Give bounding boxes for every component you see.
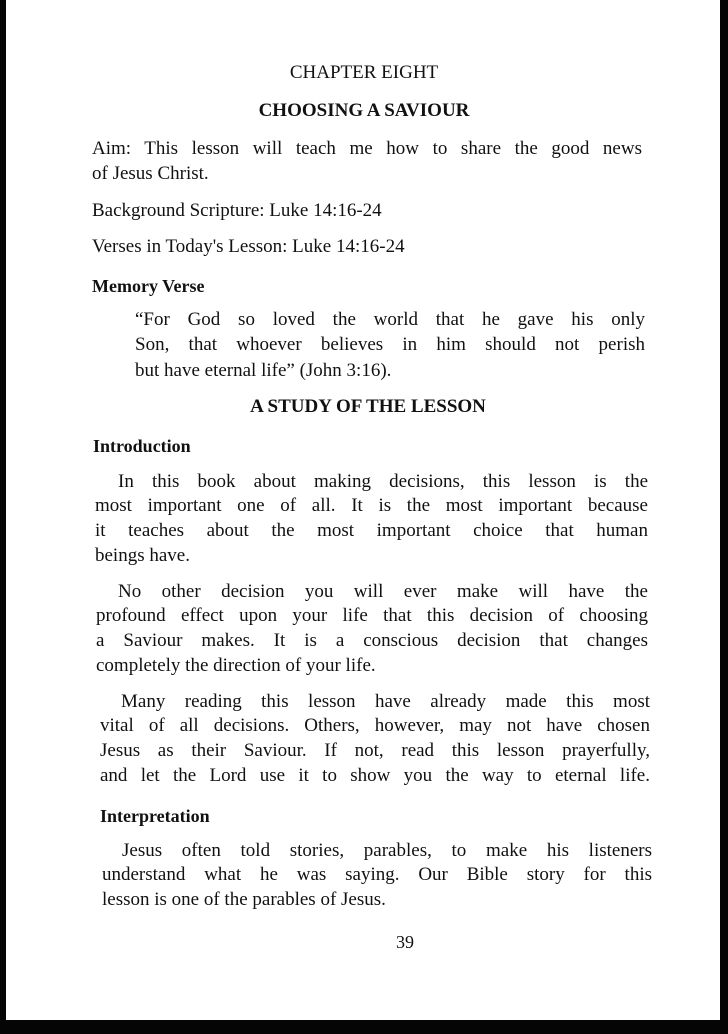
interpretation-heading: Interpretation [100, 806, 210, 826]
paragraph-line: a Saviour makes. It is a conscious decision that changes [96, 630, 648, 651]
aim-line: of Jesus Christ. [92, 163, 209, 184]
paragraph-line: most important one of all. It is the most important because [95, 495, 648, 516]
chapter-title: CHOOSING A SAVIOUR [258, 100, 470, 121]
introduction-heading: Introduction [93, 436, 191, 456]
paragraph-line: No other decision you will ever make will have the [118, 581, 648, 602]
scan-border-left [0, 0, 6, 1034]
paragraph-line: Many reading this lesson have already made this most [121, 691, 650, 712]
background-scripture: Background Scripture: Luke 14:16-24 [92, 200, 382, 221]
paragraph-line: vital of all decisions. Others, however, may not have chosen [100, 715, 650, 736]
memory-verse-line: but have eternal life” (John 3:16). [135, 360, 392, 381]
paragraph-line: In this book about making decisions, this lesson is the [118, 471, 648, 492]
paragraph-line: profound effect upon your life that this decision of choosing [96, 605, 648, 626]
paragraph-line: understand what he was saying. Our Bible story for this [102, 864, 652, 885]
memory-verse-line: “For God so loved the world that he gave his only [135, 309, 645, 330]
study-heading: A STUDY OF THE LESSON [250, 396, 486, 417]
paragraph-line: beings have. [95, 545, 190, 566]
lesson-verses: Verses in Today's Lesson: Luke 14:16-24 [92, 236, 405, 257]
scan-border-right [720, 0, 728, 1034]
memory-verse-heading: Memory Verse [92, 276, 205, 296]
paragraph-line: Jesus as their Saviour. If not, read this lesson prayerfully, [100, 740, 650, 761]
aim-line: Aim: This lesson will teach me how to share the good news [92, 138, 642, 159]
scan-border-bottom [0, 1020, 728, 1034]
memory-verse-line: Son, that whoever believes in him should not perish [135, 334, 645, 355]
paragraph-line: and let the Lord use it to show you the way to eternal life. [100, 765, 650, 786]
page-number: 39 [396, 932, 414, 952]
paragraph-line: Jesus often told stories, parables, to make his listeners [122, 840, 652, 861]
paragraph-line: it teaches about the most important choice that human [95, 520, 648, 541]
chapter-label: CHAPTER EIGHT [289, 62, 439, 83]
paragraph-line: completely the direction of your life. [96, 655, 376, 676]
paragraph-line: lesson is one of the parables of Jesus. [102, 889, 386, 910]
